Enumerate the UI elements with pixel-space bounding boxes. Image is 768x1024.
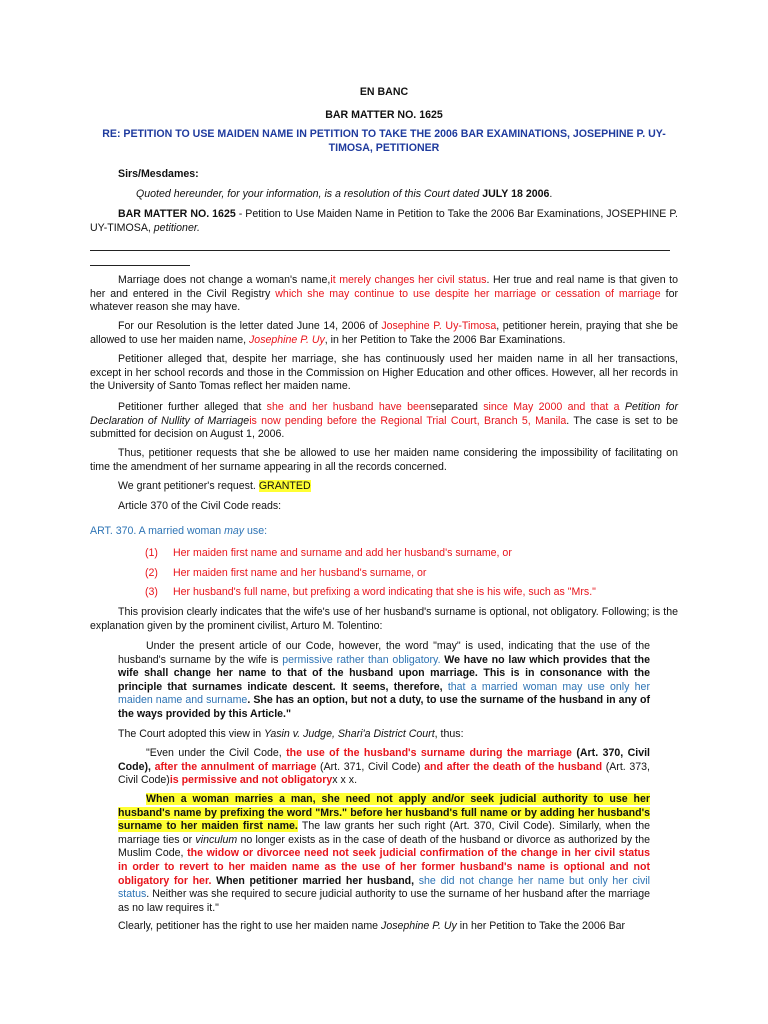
notice-text: Quoted hereunder, for your information, is a resolution of this Court dated <box>136 188 483 200</box>
separator-line-2 <box>90 265 190 266</box>
paragraph-alleged: Petitioner alleged that, despite her marriage, she has continuously used her maiden name in all her transactions, except in her school records and those in the Commission on Higher Education and other offices. However, all her records in the University of Santo Tomas reflect her maiden name. <box>90 353 678 393</box>
highlighted-passage: When a woman marries a man, she need not apply and/or seek judicial authority to use her husband's name by prefixing the word "Mrs." before her husband's full name or by adding her husband's surname to her maiden first name. <box>118 793 650 833</box>
caption-italic: petitioner. <box>153 221 200 234</box>
bar-matter-heading: BAR MATTER NO. 1625 <box>325 109 443 121</box>
notice-date: JULY 18 2006 <box>482 188 550 200</box>
text-span: Marriage does not change a woman's name, <box>118 274 331 286</box>
italic-span: vinculum <box>195 833 238 846</box>
paragraph-clearly <box>118 920 678 934</box>
highlight-blue: that a married woman may use only her maiden name and surname <box>118 680 650 707</box>
text-span: separated <box>430 401 484 413</box>
text-span: . Her true and real name is that given to her and entered in the Civil Registry <box>90 274 678 300</box>
highlight-red: Josephine P. Uy-Timosa <box>381 320 497 332</box>
caption-bold: BAR MATTER NO. 1625 <box>118 208 236 220</box>
text-span: Under the present article of our Code, however, the word "may" is used, indicating that the use of the husband's surname by the wife is <box>118 640 650 666</box>
paragraph-marriage <box>90 274 678 315</box>
highlight-red: since May 2000 and that a <box>483 401 625 413</box>
list-text: Her maiden first name and her husband's surname, or <box>173 567 427 579</box>
highlight-red: after the annulment of marriage <box>154 760 317 773</box>
text-span: ART. 370. A married woman <box>90 525 225 537</box>
notice-end: . <box>549 188 553 200</box>
grant-text: We grant petitioner's request. <box>118 480 256 492</box>
caption-text: - Petition to Use Maiden Name in Petition to Take the 2006 Bar Examinations, JOSEPHINE P. UY-TIMOSA, <box>90 208 678 234</box>
highlight-red: is permissive and not obligatory <box>169 774 333 787</box>
highlight-red: Josephine P. Uy <box>249 333 325 346</box>
quote-civil-code <box>118 747 650 788</box>
text-span: (Art. 370, Civil Code), <box>118 747 650 773</box>
list-number: (3) <box>145 586 158 598</box>
re-title-line2: TIMOSA, PETITIONER <box>328 141 440 154</box>
notice-line <box>136 188 681 202</box>
text-span: for whatever reason she may have. <box>90 287 678 314</box>
italic-span: may <box>224 525 245 537</box>
yasin-intro <box>118 728 464 742</box>
paragraph-provision: This provision clearly indicates that the wife's use of her husband's surname is optional, not obligatory. Following; is the explanation given by the prominent civilist, Arturo M. Tolentino: <box>90 606 678 632</box>
text-span: use: <box>244 525 268 537</box>
text-span: The law grants her such right (Art. 370, Civil Code). Similarly, when the marriage ties or <box>118 820 650 846</box>
granted-badge: GRANTED <box>258 480 311 492</box>
text-span: (Art. 373, Civil Code) <box>118 760 650 787</box>
text-span: , petitioner herein, praying that she be allowed to use her maiden name, <box>90 320 678 346</box>
text-span: in her Petition to Take the 2006 Bar <box>456 920 626 932</box>
paragraph-requests: Thus, petitioner requests that she be allowed to use her maiden name considering the impossibility of facilitating on time the amendment of her surname appearing in all the records concerned. <box>90 447 678 473</box>
text-span: For our Resolution is the letter dated June 14, 2006 of <box>118 320 382 332</box>
article-intro: Article 370 of the Civil Code reads: <box>118 500 282 512</box>
text-span: . Neither was she required to secure judicial authority to use the surname of her husband after the marriage as no law requires it." <box>118 888 650 914</box>
case-name: Yasin v. Judge, Shari'a District Court <box>264 728 435 740</box>
list-text: Her husband's full name, but prefixing a word indicating that she is his wife, such as "Mrs." <box>173 586 596 598</box>
quote-tolentino <box>118 640 650 722</box>
text-span: . The case is set to be submitted for decision on August 1, 2006. <box>90 414 679 441</box>
text-span: x x x. <box>332 774 358 787</box>
list-number: (1) <box>145 547 158 559</box>
paragraph-further-alleged <box>90 401 678 442</box>
text-span: "Even under the Civil Code, <box>146 747 287 759</box>
court-heading: EN BANC <box>359 86 409 98</box>
highlight-red: it merely changes her civil status <box>330 274 487 286</box>
separator-line-1 <box>90 250 670 251</box>
highlight-red: the widow or divorcee need not seek judicial confirmation of the change in her civil status in order to revert to her maiden name as the use of her former husband's name is optional and not obligatory for her. <box>118 847 651 887</box>
grant-line <box>118 480 311 494</box>
list-text: Her maiden first name and surname and add her husband's surname, or <box>173 547 512 559</box>
paragraph-resolution <box>90 320 678 347</box>
highlight-red: the use of the husband's surname during the marriage <box>286 747 572 759</box>
list-item <box>145 547 512 561</box>
text-span: , in her Petition to Take the 2006 Bar Examinations. <box>324 333 566 346</box>
text-span: We have no law which provides that the wife shall change her name to that of the husband upon marriage. This is in consonance with the principle that surnames indicate descent. It seems, therefore, <box>118 653 651 693</box>
text-span: Clearly, petitioner has the right to use her maiden name <box>118 920 382 932</box>
salutation: Sirs/Mesdames: <box>118 168 199 180</box>
re-title <box>90 128 678 155</box>
italic-span: Josephine P. Uy <box>381 920 457 932</box>
text-span: Petitioner further alleged that <box>118 401 267 413</box>
caption-paragraph <box>90 208 678 235</box>
article-370-heading <box>90 525 267 539</box>
list-item <box>145 567 426 581</box>
text-span: no longer exists as in the case of death of the husband or divorce as authorized by the Muslim Code, <box>118 833 650 860</box>
italic-span: Petition for Declaration of Nullity of Marriage <box>90 401 678 427</box>
highlight-red: is now pending before the Regional Trial Court, Branch 5, Manila <box>249 414 567 427</box>
highlight-blue: she did not change her name but only her civil status <box>118 874 651 901</box>
text-span: , thus: <box>434 728 464 740</box>
text-span: When petitioner married her husband, <box>211 874 419 887</box>
text-span: The Court adopted this view in <box>118 728 265 740</box>
highlight-red: which she may continue to use despite her marriage or cessation of marriage <box>275 287 661 300</box>
text-span: (Art. 371, Civil Code) <box>316 760 425 773</box>
list-number: (2) <box>145 567 158 579</box>
highlight-blue: permissive rather than obligatory. <box>282 653 441 666</box>
re-title-line1: RE: PETITION TO USE MAIDEN NAME IN PETITION TO TAKE THE 2006 BAR EXAMINATIONS, JOSEPHINE P. UY- <box>102 128 666 140</box>
highlight-red: and after the death of the husband <box>424 760 603 773</box>
highlight-red: she and her husband have been <box>266 401 431 413</box>
quote-marriage-name <box>118 793 650 915</box>
text-span: . She has an option, but not a duty, to use the surname of the husband in any of the ways provided by this Article." <box>118 694 650 720</box>
list-item <box>145 586 596 600</box>
